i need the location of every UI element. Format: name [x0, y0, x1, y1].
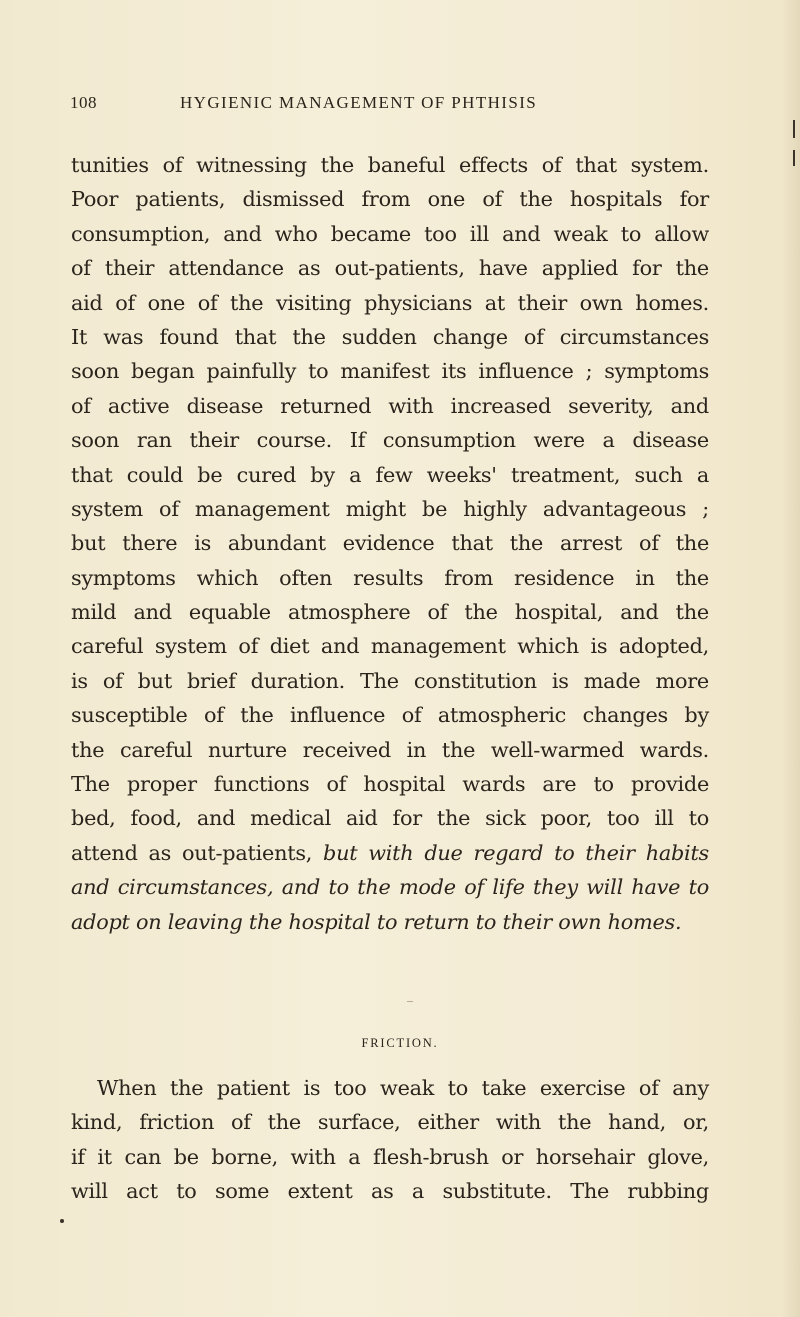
text-line: kind, friction of the surface, either with the hand, or,: [71, 1110, 709, 1135]
text-line: susceptible of the influence of atmospheric changes by: [71, 703, 709, 728]
text-line: careful system of diet and management which is adopted,: [71, 634, 709, 659]
text-line: aid of one of the visiting physicians at their own homes.: [71, 290, 709, 315]
text-line: It was found that the sudden change of circumstances: [71, 324, 709, 349]
text-line: the careful nurture received in the well-warmed wards.: [71, 737, 709, 762]
text-line: soon began painfully to manifest its influence ; symptoms: [71, 359, 709, 384]
text-line: consumption, and who became too ill and weak to allow: [71, 221, 709, 246]
margin-mark-second: [793, 150, 795, 166]
paragraph-main: [71, 148, 709, 939]
text-line: bed, food, and medical aid for the sick poor, too ill to: [71, 806, 709, 831]
text-line: but there is abundant evidence that the arrest of the: [71, 531, 709, 556]
page-header: [70, 93, 710, 119]
text-line-italic: and circumstances, and to the mode of life they will have to: [71, 875, 709, 900]
text-line: soon ran their course. If consumption were a disease: [71, 428, 709, 453]
running-head: HYGIENIC MANAGEMENT OF PHTHISIS: [180, 93, 538, 112]
text-line: that could be cured by a few weeks' treatment, such a: [71, 462, 709, 487]
text-line-mixed: [71, 836, 709, 870]
text-line: is of but brief duration. The constitution is made more: [71, 668, 709, 693]
text-line: will act to some extent as a substitute. The rubbing: [71, 1179, 709, 1204]
page-edge-shadow: [782, 0, 800, 1317]
text-line: The proper functions of hospital wards are to provide: [71, 772, 709, 797]
margin-mark-top: [793, 120, 795, 138]
paragraph-friction: [71, 1071, 709, 1209]
text-line: When the patient is too weak to take exercise of any: [97, 1076, 709, 1100]
text-line: tunities of witnessing the baneful effects of that system.: [71, 153, 709, 177]
text-line: if it can be borne, with a flesh-brush or horsehair glove,: [71, 1144, 709, 1169]
text-line: of their attendance as out-patients, have applied for the: [71, 256, 709, 281]
text-line: system of management might be highly advantageous ;: [71, 496, 709, 521]
page-number: 108: [70, 93, 97, 112]
italic-text: but with due regard to their habits: [323, 840, 709, 865]
small-dash-mark: [407, 1001, 413, 1002]
text-line: symptoms which often results from residence in the: [71, 565, 709, 590]
text-line: of active disease returned with increased severity, and: [71, 393, 709, 418]
margin-dot-mark: [60, 1219, 64, 1223]
roman-text: attend as out-patients,: [71, 840, 324, 865]
text-line: mild and equable atmosphere of the hospital, and the: [71, 600, 709, 625]
section-heading: FRICTION.: [361, 1036, 439, 1050]
text-line-italic: adopt on leaving the hospital to return to their own homes.: [71, 909, 682, 934]
text-line: Poor patients, dismissed from one of the hospitals for: [71, 187, 709, 212]
